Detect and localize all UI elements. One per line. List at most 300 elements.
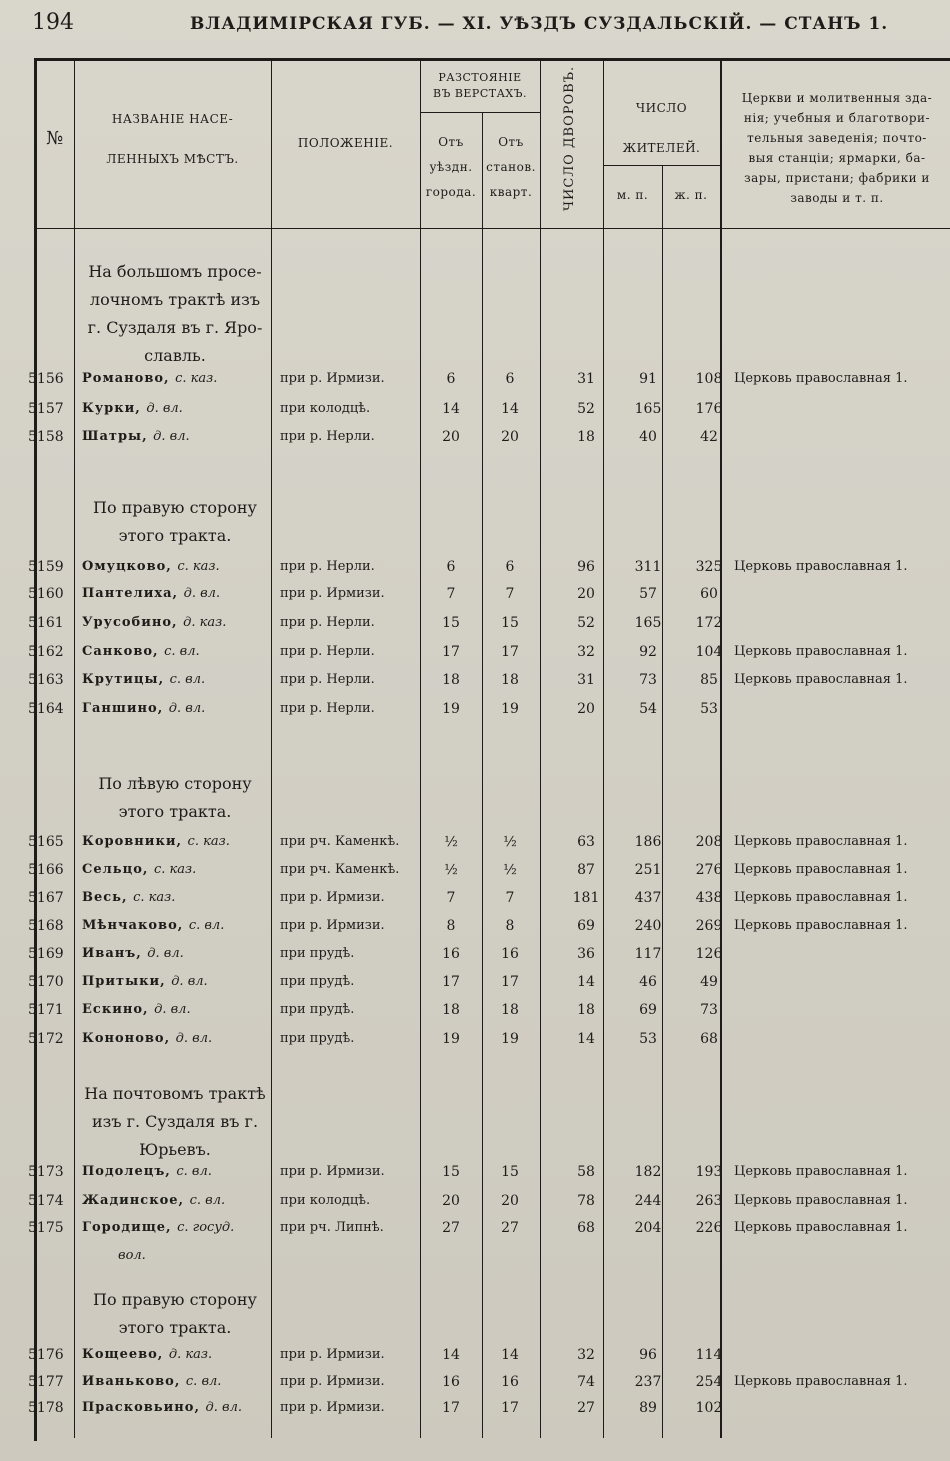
col-header-distance: [420, 70, 540, 102]
place-name-text: Ескино,: [82, 1002, 149, 1017]
row-church: Церковь православная 1.: [734, 862, 908, 877]
place-type: с. вл.: [169, 672, 206, 687]
col-header-inhabitants-line: ЧИСЛО: [635, 101, 688, 115]
col-header-inhabitants: [603, 88, 720, 168]
place-type: с. вл.: [185, 1374, 222, 1389]
section-heading: [80, 1286, 270, 1342]
place-name: [82, 946, 184, 961]
row-households: 32: [577, 644, 595, 660]
row-female: 126: [695, 946, 723, 962]
table-row: [28, 1343, 950, 1371]
row-female: 68: [700, 1031, 718, 1047]
place-name: [82, 1164, 212, 1179]
row-church: Церковь православная 1.: [734, 890, 908, 905]
row-female: 108: [695, 371, 723, 387]
place-name-text: Шатры,: [82, 429, 148, 444]
row-female: 60: [700, 586, 718, 602]
place-type: д. вл.: [168, 701, 206, 716]
row-church: Церковь православная 1.: [734, 1193, 908, 1208]
row-male: 204: [634, 1220, 662, 1236]
row-church: Церковь православная 1.: [734, 918, 908, 933]
place-name-text: Весь,: [82, 890, 128, 905]
row-position: при колодцѣ.: [280, 1193, 371, 1208]
row-female: 325: [695, 559, 723, 575]
table-row: [28, 425, 950, 453]
row-position: при р. Нерли.: [280, 429, 375, 444]
row-number: 5160: [28, 586, 64, 602]
row-dist-camp: 14: [501, 401, 519, 417]
place-name-text: Омуцково,: [82, 559, 172, 574]
col-header-male: м. п.: [616, 188, 649, 202]
row-dist-city: 7: [446, 890, 456, 906]
row-number: 5170: [28, 974, 64, 990]
place-name-text: Городище,: [82, 1220, 172, 1235]
row-position: при р. Ирмизи.: [280, 1400, 385, 1415]
row-female: 276: [695, 862, 723, 878]
col-header-households: ЧИСЛО ДВОРОВЪ.: [562, 65, 577, 211]
row-households: 78: [577, 1193, 595, 1209]
place-name-text: Иванъ,: [82, 946, 142, 961]
row-position: при р. Ирмизи.: [280, 918, 385, 933]
col-header-dist-camp-line: станов.: [486, 160, 536, 174]
col-header-churches-line: нія; учебныя и благотвори-: [743, 111, 931, 125]
row-male: 92: [639, 644, 657, 660]
row-households: 96: [577, 559, 595, 575]
row-male: 311: [634, 559, 662, 575]
row-female: 226: [695, 1220, 723, 1236]
row-number: 5156: [28, 371, 64, 387]
place-name: [82, 559, 220, 574]
row-dist-city: 8: [446, 918, 456, 934]
place-name: [82, 371, 217, 386]
row-dist-camp: 19: [501, 701, 519, 717]
place-name-text: Сельцо,: [82, 862, 149, 877]
row-households: 27: [577, 1400, 595, 1416]
row-number: 5158: [28, 429, 64, 445]
col-header-churches-line: выя станціи; ярмарки, ба-: [748, 151, 926, 165]
row-dist-camp: 6: [505, 559, 515, 575]
row-female: 53: [700, 701, 718, 717]
section-heading-line: По лѣвую сторону: [98, 774, 252, 793]
row-number: 5178: [28, 1400, 64, 1416]
section-heading-line: этого тракта.: [118, 526, 232, 545]
section-heading-line: По правую сторону: [93, 498, 257, 517]
row-male: 186: [634, 834, 662, 850]
table-row: [28, 1216, 950, 1244]
row-number: 5172: [28, 1031, 64, 1047]
place-type: с. вл.: [189, 1193, 226, 1208]
row-female: 102: [695, 1400, 723, 1416]
place-type: д. вл.: [175, 1031, 213, 1046]
row-dist-city: 27: [442, 1220, 460, 1236]
place-name: [82, 1031, 212, 1046]
col-header-dist-city: [420, 130, 482, 205]
row-male: 89: [639, 1400, 657, 1416]
row-male: 40: [639, 429, 657, 445]
row-dist-city: 14: [442, 401, 460, 417]
row-church: Церковь православная 1.: [734, 371, 908, 386]
row-dist-city: 16: [442, 946, 460, 962]
row-female: 85: [700, 672, 718, 688]
place-name: [82, 862, 196, 877]
section-heading-line: лочномъ трактѣ изъ: [89, 290, 261, 309]
row-male: 165: [634, 615, 662, 631]
row-households: 52: [577, 401, 595, 417]
row-dist-camp: 18: [501, 672, 519, 688]
col-header-churches-line: Церкви и молитвенныя зда-: [741, 91, 933, 105]
col-header-distance-line: ВЪ ВЕРСТАХЪ.: [433, 87, 527, 100]
row-position: при прудѣ.: [280, 974, 355, 989]
section-heading-line: г. Суздаля въ г. Яро-: [87, 318, 263, 337]
row-male: 237: [634, 1374, 662, 1390]
col-header-churches-line: тельныя заведенія; почто-: [747, 131, 927, 145]
section-heading-line: По правую сторону: [93, 1290, 257, 1309]
place-type: д. вл.: [146, 401, 183, 416]
table-row: [28, 640, 950, 668]
place-name: [82, 644, 200, 659]
col-header-name-line: ЛЕННЫХЪ МѢСТЪ.: [106, 152, 239, 166]
row-position: при р. Ирмизи.: [280, 371, 385, 386]
page-title: ВЛАДИМІРСКАЯ ГУБ. — XI. УѢЗДЪ СУЗДАЛЬСКІЙ. — СТАНЪ 1.: [190, 14, 889, 34]
table-row: [28, 668, 950, 696]
table-row: [28, 697, 950, 725]
row-male: 73: [639, 672, 657, 688]
row-number: 5171: [28, 1002, 64, 1018]
row-dist-camp: 19: [501, 1031, 519, 1047]
row-position: при р. Нерли.: [280, 559, 375, 574]
place-type: д. вл.: [153, 429, 190, 444]
row-dist-camp: 8: [505, 918, 515, 934]
place-name: [82, 615, 226, 630]
place-name-text: Жадинское,: [82, 1193, 185, 1208]
place-type: с. каз.: [153, 862, 197, 877]
row-male: 437: [634, 890, 662, 906]
place-type: д. вл.: [171, 974, 208, 989]
row-number: 5168: [28, 918, 64, 934]
row-number: 5174: [28, 1193, 64, 1209]
row-female: 269: [695, 918, 723, 934]
place-name-text: Притыки,: [82, 974, 166, 989]
section-heading-line: На почтовомъ трактѣ: [84, 1084, 266, 1103]
place-name: [82, 1002, 191, 1017]
place-name-text: Мѣнчаково,: [82, 918, 184, 933]
place-name: [82, 890, 175, 905]
row-male: 165: [634, 401, 662, 417]
col-header-inhabitants-line: ЖИТЕЛЕЙ.: [622, 141, 701, 155]
row-dist-camp: 15: [501, 615, 519, 631]
col-header-dist-city-line: города.: [425, 185, 477, 199]
row-position: при рч. Липнѣ.: [280, 1220, 384, 1235]
row-dist-city: ½: [444, 834, 458, 850]
table-row: [28, 582, 950, 610]
row-dist-camp: 15: [501, 1164, 519, 1180]
table-row: [28, 914, 950, 942]
row-female: 172: [695, 615, 723, 631]
section-heading: [80, 494, 270, 550]
place-name-text: Прасковьино,: [82, 1400, 200, 1415]
row-dist-camp: 20: [501, 1193, 519, 1209]
row-male: 53: [639, 1031, 657, 1047]
row-dist-camp: 16: [501, 1374, 519, 1390]
row-dist-city: 17: [442, 644, 460, 660]
row-male: 251: [634, 862, 662, 878]
row-church: Церковь православная 1.: [734, 834, 908, 849]
col-header-number: №: [46, 128, 64, 149]
table-row: [28, 830, 950, 858]
row-male: 117: [634, 946, 662, 962]
row-male: 182: [634, 1164, 662, 1180]
table-row: [28, 367, 950, 395]
col-header-dist-camp-line: Отъ: [498, 135, 524, 149]
row-dist-city: 15: [442, 615, 460, 631]
page-number: 194: [32, 10, 74, 35]
section-heading-line: Юрьевъ.: [139, 1140, 211, 1159]
row-female: 49: [700, 974, 718, 990]
place-name-text: Ганшино,: [82, 701, 164, 716]
row-position: при р. Нерли.: [280, 672, 375, 687]
place-type: с. каз.: [175, 371, 218, 386]
row-dist-camp: 18: [501, 1002, 519, 1018]
place-name: [82, 1400, 242, 1415]
col-header-distance-line: РАЗСТОЯНІЕ: [438, 71, 522, 84]
place-type: д. вл.: [147, 946, 184, 961]
place-name: [82, 672, 205, 687]
row-dist-camp: 17: [501, 974, 519, 990]
row-households: 32: [577, 1347, 595, 1363]
table-row: [28, 1396, 950, 1424]
row-position: при р. Нерли.: [280, 701, 375, 716]
place-name: [82, 834, 230, 849]
row-church: Церковь православная 1.: [734, 1164, 908, 1179]
place-name-text: Урусобино,: [82, 615, 178, 630]
row-dist-city: 20: [442, 1193, 460, 1209]
row-church: Церковь православная 1.: [734, 672, 908, 687]
section-heading: [80, 1080, 270, 1164]
row-households: 36: [577, 946, 595, 962]
place-type: д. каз.: [168, 1347, 213, 1362]
column-rule: [662, 165, 663, 1438]
place-name: [82, 1374, 221, 1389]
section-heading-line: изъ г. Суздаля въ г.: [91, 1112, 259, 1131]
row-position: при рч. Каменкѣ.: [280, 834, 400, 849]
row-dist-camp: ½: [503, 834, 517, 850]
row-households: 181: [572, 890, 600, 906]
row-male: 244: [634, 1193, 662, 1209]
row-position: при прудѣ.: [280, 946, 355, 961]
col-header-dist-city-line: уѣздн.: [429, 160, 473, 174]
row-dist-city: 20: [442, 429, 460, 445]
col-header-churches-line: заводы и т. п.: [790, 191, 884, 205]
place-name-text: Курки,: [82, 401, 141, 416]
row-female: 193: [695, 1164, 723, 1180]
row-number: 5159: [28, 559, 64, 575]
section-heading: [80, 770, 270, 826]
place-name-text: Крутицы,: [82, 672, 165, 687]
row-households: 87: [577, 862, 595, 878]
row-dist-camp: ½: [503, 862, 517, 878]
row-female: 263: [695, 1193, 723, 1209]
row-dist-camp: 27: [501, 1220, 519, 1236]
row-dist-city: 14: [442, 1347, 460, 1363]
row-households: 68: [577, 1220, 595, 1236]
table-row: [28, 1027, 950, 1055]
place-type: д. каз.: [183, 615, 227, 630]
row-dist-city: ½: [444, 862, 458, 878]
row-dist-city: 15: [442, 1164, 460, 1180]
row-female: 438: [695, 890, 723, 906]
row-dist-camp: 17: [501, 1400, 519, 1416]
row-number: 5175: [28, 1220, 64, 1236]
row-households: 14: [577, 1031, 595, 1047]
table-row: [28, 611, 950, 639]
table-row: [28, 858, 950, 886]
row-dist-camp: 7: [505, 586, 515, 602]
row-households: 31: [577, 672, 595, 688]
col-header-name-line: НАЗВАНІЕ НАСЕ-: [111, 112, 234, 126]
header-rule: [420, 112, 540, 113]
row-number: 5157: [28, 401, 64, 417]
place-type: д. вл.: [154, 1002, 191, 1017]
row-number: 5162: [28, 644, 64, 660]
row-female: 114: [695, 1347, 723, 1363]
row-female: 208: [695, 834, 723, 850]
row-church: Церковь православная 1.: [734, 559, 908, 574]
col-header-dist-city-line: Отъ: [438, 135, 464, 149]
row-position: при р. Ирмизи.: [280, 586, 385, 601]
row-position: при колодцѣ.: [280, 401, 371, 416]
type-continuation: вол.: [118, 1248, 146, 1263]
row-male: 54: [639, 701, 657, 717]
table-row: [28, 1189, 950, 1217]
row-number: 5176: [28, 1347, 64, 1363]
table-row: [28, 942, 950, 970]
row-position: при прудѣ.: [280, 1031, 355, 1046]
section-heading-line: этого тракта.: [118, 802, 232, 821]
row-dist-city: 6: [446, 371, 456, 387]
place-type: д. вл.: [205, 1400, 242, 1415]
place-name: [82, 586, 220, 601]
row-male: 69: [639, 1002, 657, 1018]
table-row: [28, 998, 950, 1026]
place-type: с. каз.: [133, 890, 176, 905]
row-position: при р. Ирмизи.: [280, 890, 385, 905]
section-heading-line: На большомъ просе-: [88, 262, 262, 281]
row-households: 20: [577, 586, 595, 602]
row-households: 31: [577, 371, 595, 387]
place-name-text: Санково,: [82, 644, 159, 659]
col-header-female: ж. п.: [674, 188, 708, 202]
row-dist-camp: 14: [501, 1347, 519, 1363]
place-name: [82, 1193, 225, 1208]
place-type: с. каз.: [177, 559, 220, 574]
row-male: 240: [634, 918, 662, 934]
place-type: с. вл.: [188, 918, 225, 933]
row-number: 5177: [28, 1374, 64, 1390]
row-male: 96: [639, 1347, 657, 1363]
table-row: [28, 555, 950, 583]
row-dist-city: 18: [442, 672, 460, 688]
row-female: 104: [695, 644, 723, 660]
col-header-name: [74, 110, 271, 168]
row-position: при р. Ирмизи.: [280, 1374, 385, 1389]
row-dist-city: 19: [442, 1031, 460, 1047]
row-dist-city: 6: [446, 559, 456, 575]
col-header-dist-camp: [482, 130, 540, 205]
row-number: 5165: [28, 834, 64, 850]
row-dist-city: 19: [442, 701, 460, 717]
place-type: д. вл.: [183, 586, 221, 601]
row-dist-city: 18: [442, 1002, 460, 1018]
row-households: 58: [577, 1164, 595, 1180]
row-number: 5169: [28, 946, 64, 962]
row-male: 46: [639, 974, 657, 990]
header-bottom-rule: [34, 228, 950, 229]
place-name: [82, 701, 205, 716]
place-name-text: Кононово,: [82, 1031, 171, 1046]
row-number: 5161: [28, 615, 64, 631]
row-households: 74: [577, 1374, 595, 1390]
row-households: 20: [577, 701, 595, 717]
table-row: [28, 886, 950, 914]
place-name-text: Коровники,: [82, 834, 183, 849]
row-dist-camp: 16: [501, 946, 519, 962]
table-row: [28, 970, 950, 998]
place-name: [82, 918, 224, 933]
row-number: 5167: [28, 890, 64, 906]
row-households: 14: [577, 974, 595, 990]
col-header-churches: [724, 88, 950, 208]
col-header-position: ПОЛОЖЕНІЕ.: [297, 136, 394, 150]
row-dist-camp: 6: [505, 371, 515, 387]
row-households: 69: [577, 918, 595, 934]
row-dist-city: 17: [442, 1400, 460, 1416]
place-type: с. вл.: [176, 1164, 212, 1179]
row-households: 18: [577, 429, 595, 445]
row-dist-city: 17: [442, 974, 460, 990]
place-name-text: Романово,: [82, 371, 170, 386]
col-header-churches-line: зары, пристани; фабрики и: [744, 171, 930, 185]
place-type: с. госуд.: [177, 1220, 235, 1235]
section-heading-line: славль.: [144, 346, 206, 365]
row-households: 52: [577, 615, 595, 631]
row-female: 176: [695, 401, 723, 417]
place-name-text: Подолецъ,: [82, 1164, 171, 1179]
place-type: с. вл.: [164, 644, 200, 659]
row-church: Церковь православная 1.: [734, 1220, 908, 1235]
row-households: 18: [577, 1002, 595, 1018]
row-dist-camp: 20: [501, 429, 519, 445]
place-name-text: Пантелиха,: [82, 586, 179, 601]
row-dist-city: 7: [446, 586, 456, 602]
place-name-text: Иваньково,: [82, 1374, 181, 1389]
row-dist-city: 16: [442, 1374, 460, 1390]
place-name: [82, 974, 208, 989]
row-dist-camp: 17: [501, 644, 519, 660]
row-female: 42: [700, 429, 718, 445]
row-dist-camp: 7: [505, 890, 515, 906]
place-name: [82, 1347, 212, 1362]
row-number: 5164: [28, 701, 64, 717]
row-male: 57: [639, 586, 657, 602]
table-row: [28, 397, 950, 425]
row-number: 5163: [28, 672, 64, 688]
col-header-dist-camp-line: кварт.: [489, 185, 533, 199]
row-position: при р. Ирмизи.: [280, 1347, 385, 1362]
row-households: 63: [577, 834, 595, 850]
row-position: при р. Нерли.: [280, 644, 375, 659]
row-male: 91: [639, 371, 657, 387]
place-type: с. каз.: [187, 834, 230, 849]
